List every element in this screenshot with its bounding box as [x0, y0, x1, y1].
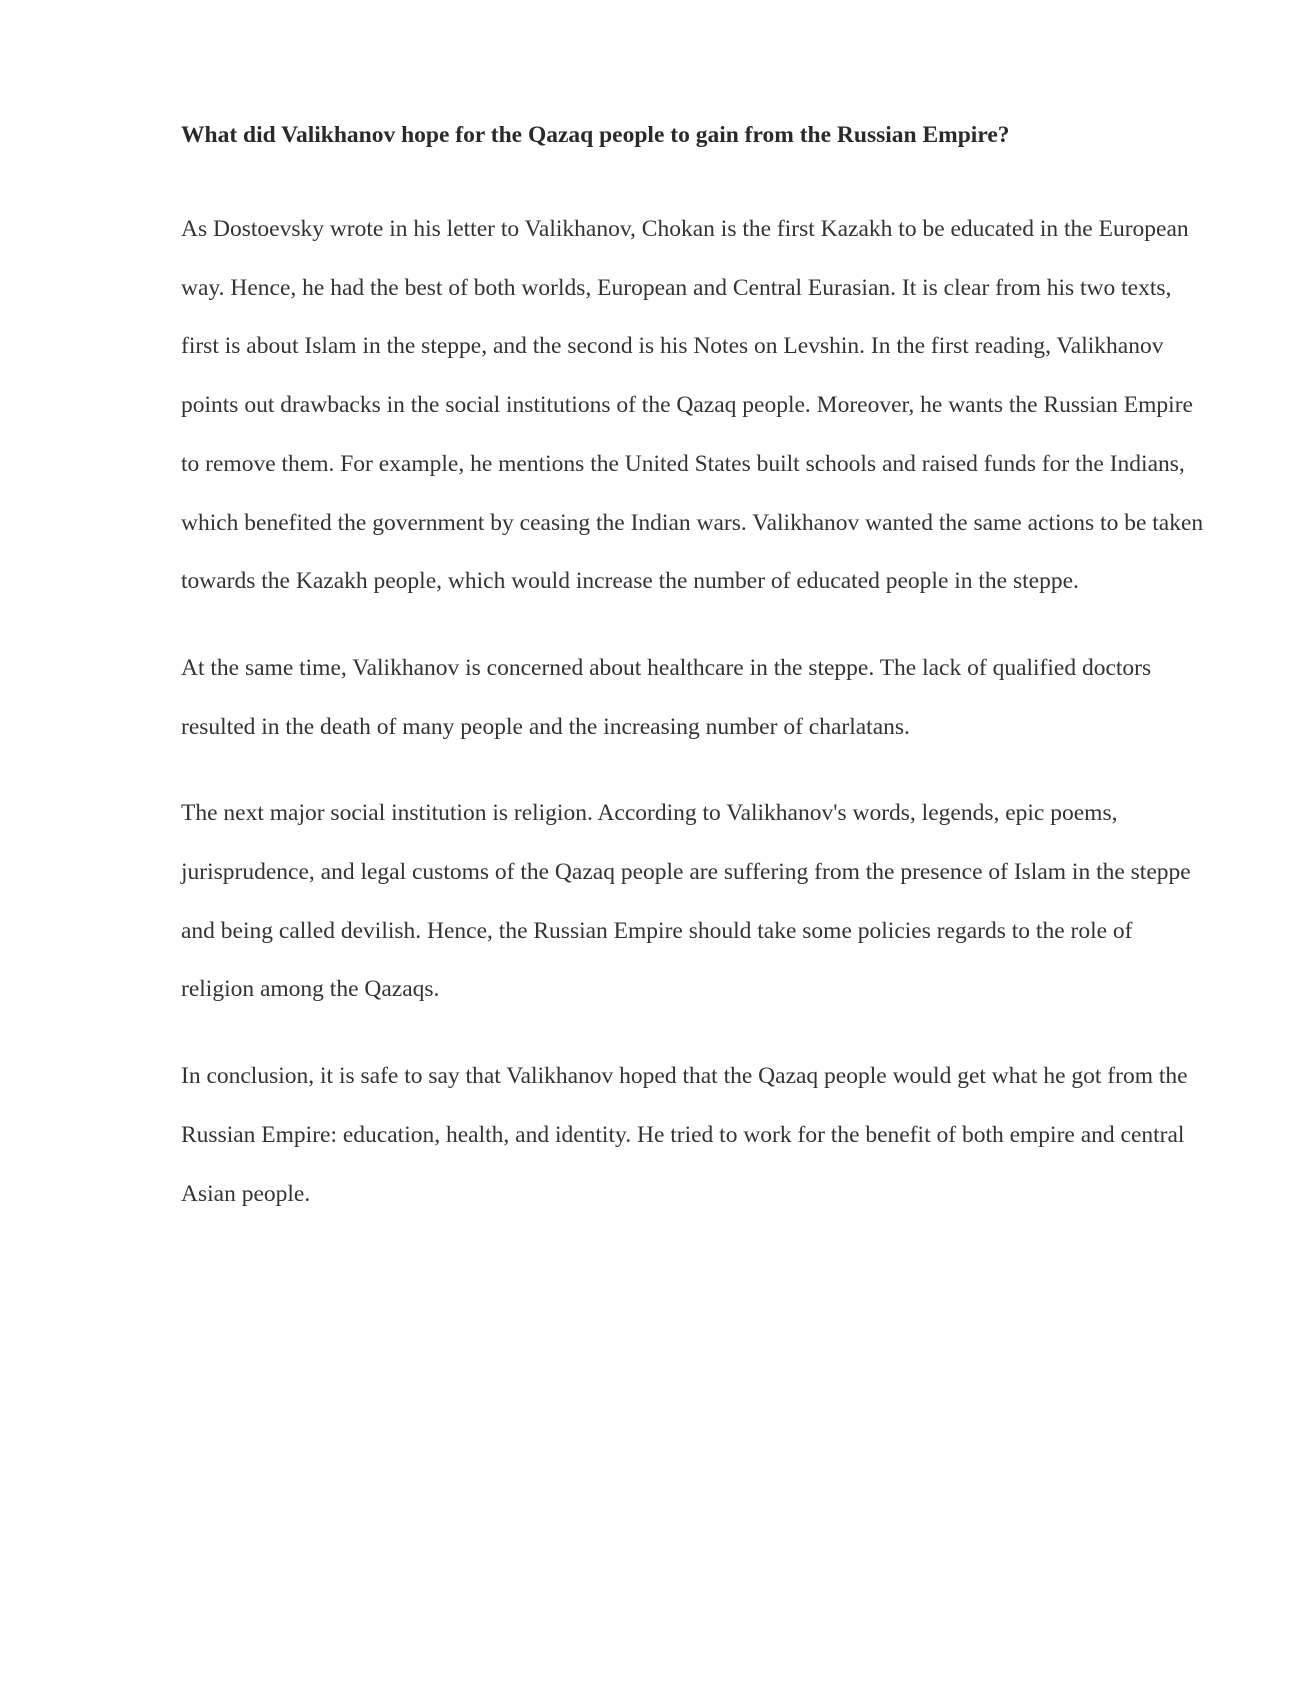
paragraph-religion: The next major social institution is religion. According to Valikhanov's words, legends, epic poems, jurisprudence, and legal customs of the Qazaq people are suffering from the presence of Islam in the steppe and being called devilish. Hence, the Russian Empire should take some policies regards to the role of religion among the Qazaqs.	[181, 800, 1191, 1003]
document-body	[181, 118, 1211, 1223]
paragraph-conclusion: In conclusion, it is safe to say that Valikhanov hoped that the Qazaq people would get what he got from the Russian Empire: education, health, and identity. He tried to work for the benefit of both empire and central Asian people.	[181, 1063, 1188, 1207]
paragraph-healthcare: At the same time, Valikhanov is concerned about healthcare in the steppe. The lack of qualified doctors resulted in the death of many people and the increasing number of charlatans.	[181, 654, 1152, 740]
essay-question-heading: What did Valikhanov hope for the Qazaq people to gain from the Russian Empire?	[181, 122, 1010, 148]
paragraph-education: As Dostoevsky wrote in his letter to Valikhanov, Chokan is the first Kazakh to be educated in the European way. Hence, he had the best of both worlds, European and Central Eurasian. It is clear from his two texts, first is about Islam in the steppe, and the second is his Notes on Levshin. In the first reading, Valikhanov points out drawbacks in the social institutions of the Qazaq people. Moreover, he wants the Russian Empire to remove them. For example, he mentions the United States built schools and raised funds for the Indians, which benefited the government by ceasing the Indian wars. Valikhanov wanted the same actions to be taken towards the Kazakh people, which would increase the number of educated people in the steppe.	[181, 216, 1204, 595]
